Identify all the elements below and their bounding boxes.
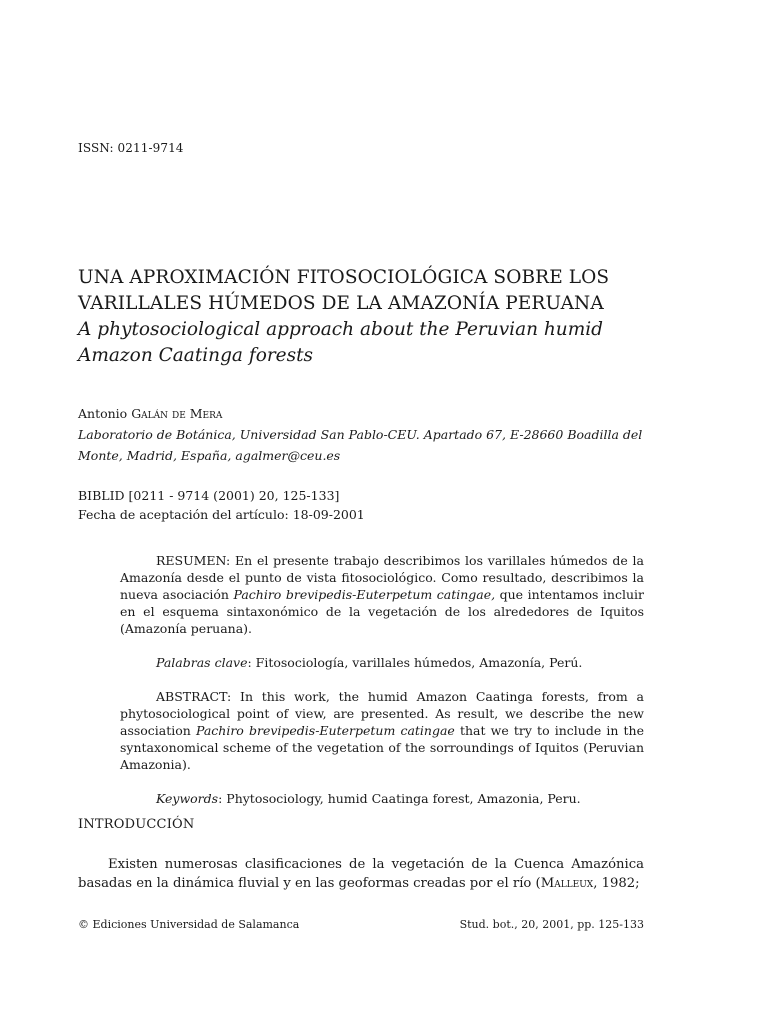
palabras-clave-label: Palabras clave [156,655,248,670]
keywords-paragraph [120,790,644,807]
citation-rest: , 1982; [593,876,640,891]
palabras-clave-paragraph [120,654,644,671]
citation-author: Malleux [540,876,594,891]
abstract-text-1: ABSTRACT: In this work, the humid Amazon Caatinga forests, from a phytosociological point of view, are presented. As result, we describe the new association [120,689,644,738]
abstract-text-2: that we try to include in the syntaxonomical scheme of the vegetation of the sorroundings of Iquitos (Peruvian Amazonia). [120,723,644,772]
issn-line: ISSN: 0211-9714 [78,141,184,155]
footer-journal-reference: Stud. bot., 20, 2001, pp. 125-133 [459,918,644,931]
keywords-label: Keywords [156,791,219,806]
biblid-block [78,486,644,524]
author-block [78,403,644,466]
keywords-text: : Phytosociology, humid Caatinga forest, Amazonia, Peru. [218,791,581,806]
footer-publisher: © Ediciones Universidad de Salamanca [78,918,300,931]
abstract-association-name: Pachiro brevipedis-Euterpetum catingae [195,723,455,738]
affiliation-line-1: Laboratorio de Botánica, Universidad San Pablo-CEU. Apartado 67, E-28660 Boadilla del [78,427,643,442]
title-english-line-2: Amazon Caatinga forests [78,345,314,366]
author-surname: Galán de Mera [131,406,223,421]
acceptance-date-line: Fecha de aceptación del artículo: 18-09-2001 [78,507,365,522]
introduction-text: Existen numerosas clasificaciones de la vegetación de la Cuenca Amazónica basadas en la dinámica fluvial y en las geoformas creadas por el río ( [78,857,644,891]
section-heading-introduccion: INTRODUCCIÓN [78,817,195,832]
author-name [78,403,644,424]
resumen-paragraph [120,552,644,637]
affiliation-line-2: Monte, Madrid, España, agalmer@ceu.es [78,448,341,463]
biblid-line: BIBLID [0211 - 9714 (2001) 20, 125-133] [78,488,340,503]
resumen-text-1: RESUMEN: En el presente trabajo describimos los varillales húmedos de la Amazonía desde el punto de vista fitosociológico. Como resultado, describimos la nueva asociación [120,553,644,602]
paper-page [78,0,644,1024]
title-english-line-1: A phytosociological approach about the Peruvian humid [78,319,604,340]
introduction-paragraph [78,855,644,893]
palabras-clave-text: : Fitosociología, varillales húmedos, Amazonía, Perú. [247,655,583,670]
resumen-association-name: Pachiro brevipedis-Euterpetum catingae, [233,587,496,602]
title-block [78,265,644,369]
abstract-paragraph [120,688,644,773]
resumen-text-2: que intentamos incluir en el esquema sintaxonómico de la vegetación de los alrededores de Iquitos (Amazonía peruana). [120,587,644,636]
title-spanish-line-1: UNA APROXIMACIÓN FITOSOCIOLÓGICA SOBRE LOS [78,267,610,288]
abstract-block [120,552,644,807]
author-first-name: Antonio [78,406,128,421]
title-spanish-line-2: VARILLALES HÚMEDOS DE LA AMAZONÍA PERUANA [78,293,604,314]
introduction-body [78,855,644,893]
